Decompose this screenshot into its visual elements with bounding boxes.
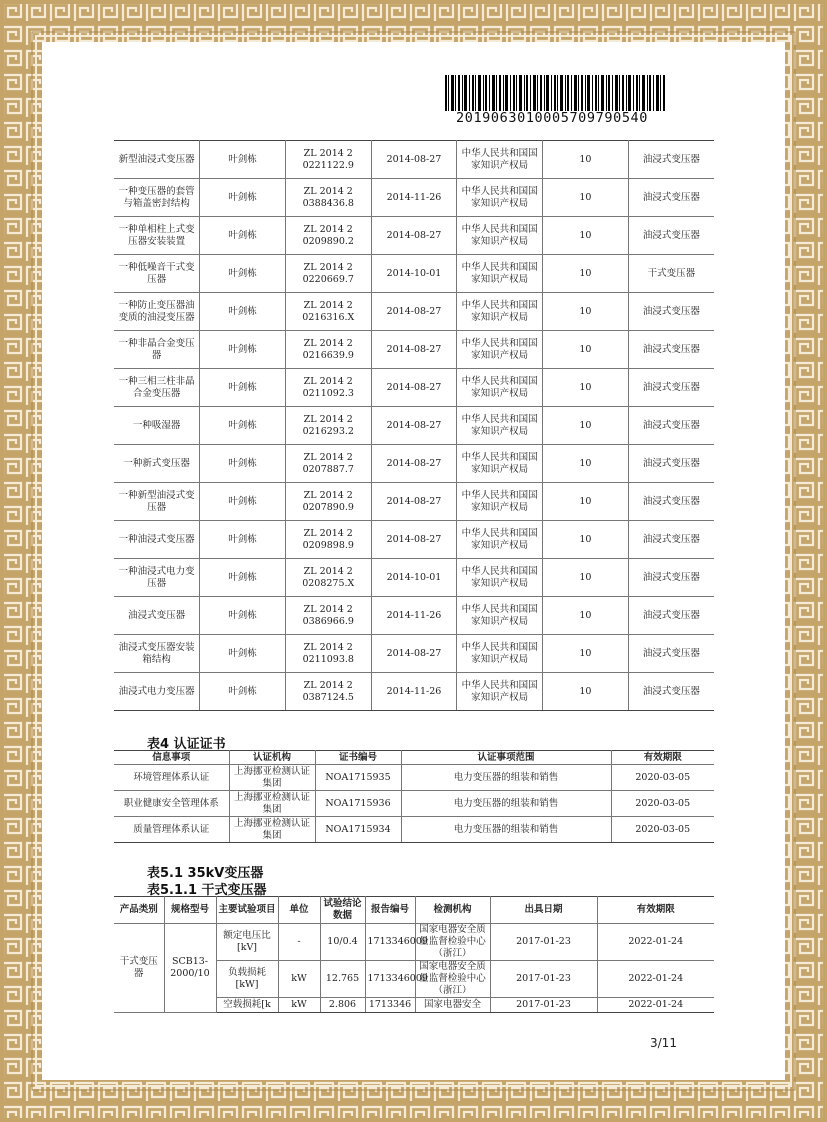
patent-name: 一种新式变压器 [114,445,200,483]
test-value: 2.806 [320,998,365,1013]
col-header: 报告编号 [365,897,415,924]
inventor: 叶剑栋 [200,217,286,255]
valid-until: 2022-01-24 [597,924,714,961]
issuing-authority: 中华人民共和国国家知识产权局 [457,141,543,179]
term-years: 10 [543,293,629,331]
grant-date: 2014-08-27 [371,141,457,179]
product-category: 油浸式变压器 [628,369,714,407]
patent-name: 一种单相柱上式变压器安装装置 [114,217,200,255]
table-row [114,521,714,559]
issue-date: 2017-01-23 [490,961,597,998]
barcode [445,75,665,111]
term-years: 10 [543,407,629,445]
table-header-row [114,751,714,765]
report-number: 1713346009 [365,961,415,998]
test-value: 10/0.4 [320,924,365,961]
product-category: 油浸式变压器 [628,521,714,559]
col-header: 单位 [278,897,320,924]
cert-item: 质量管理体系认证 [114,817,229,843]
patent-name: 油浸式变压器 [114,597,200,635]
cert-number: NOA1715935 [315,765,401,791]
product-category: 油浸式变压器 [628,673,714,711]
certificate-table [114,750,714,843]
testing-agency: 国家电器安全质量监督检验中心（浙江） [415,961,490,998]
product-category: 油浸式变压器 [628,141,714,179]
issuing-authority: 中华人民共和国国家知识产权局 [457,179,543,217]
inventor: 叶剑栋 [200,635,286,673]
patent-name: 油浸式电力变压器 [114,673,200,711]
page-number: 3/11 [650,1036,677,1050]
col-header: 产品类别 [114,897,164,924]
term-years: 10 [543,559,629,597]
term-years: 10 [543,331,629,369]
patent-table [114,140,714,711]
patent-number: ZL 2014 2 0211092.3 [285,369,371,407]
issuing-authority: 中华人民共和国国家知识产权局 [457,635,543,673]
patent-number: ZL 2014 2 0216639.9 [285,331,371,369]
cert-item: 环境管理体系认证 [114,765,229,791]
patent-number: ZL 2014 2 0207890.9 [285,483,371,521]
product-category: 干式变压器 [114,924,164,1013]
grant-date: 2014-08-27 [371,293,457,331]
product-category: 油浸式变压器 [628,179,714,217]
inventor: 叶剑栋 [200,445,286,483]
term-years: 10 [543,635,629,673]
grant-date: 2014-11-26 [371,179,457,217]
table-row [114,483,714,521]
cert-scope: 电力变压器的组装和销售 [401,817,611,843]
issuing-authority: 中华人民共和国国家知识产权局 [457,217,543,255]
col-header: 有效期限 [597,897,714,924]
valid-until: 2022-01-24 [597,961,714,998]
cert-valid-until: 2020-03-05 [611,817,714,843]
cert-number: NOA1715936 [315,791,401,817]
grant-date: 2014-08-27 [371,521,457,559]
patent-number: ZL 2014 2 0207887.7 [285,445,371,483]
product-model: SCB13-2000/10 [164,924,216,1013]
table-row [114,445,714,483]
term-years: 10 [543,255,629,293]
term-years: 10 [543,179,629,217]
testing-agency: 国家电器安全 [415,998,490,1013]
table-row [114,765,714,791]
patent-name: 新型油浸式变压器 [114,141,200,179]
term-years: 10 [543,483,629,521]
col-header: 认证事项范围 [401,751,611,765]
grant-date: 2014-08-27 [371,483,457,521]
patent-number: ZL 2014 2 0209890.2 [285,217,371,255]
patent-number: ZL 2014 2 0220669.7 [285,255,371,293]
col-header: 规格型号 [164,897,216,924]
patent-number: ZL 2014 2 0216293.2 [285,407,371,445]
patent-number: ZL 2014 2 0208275.X [285,559,371,597]
inventor: 叶剑栋 [200,673,286,711]
term-years: 10 [543,369,629,407]
col-header: 出具日期 [490,897,597,924]
test-item: 负载损耗[kW] [216,961,278,998]
issuing-authority: 中华人民共和国国家知识产权局 [457,445,543,483]
table5-1-title: 表5.1 35kV变压器 [147,866,264,881]
table-row [114,673,714,711]
patent-name: 油浸式变压器安装箱结构 [114,635,200,673]
col-header: 证书编号 [315,751,401,765]
patent-name: 一种新型油浸式变压器 [114,483,200,521]
test-item: 额定电压比[kV] [216,924,278,961]
product-category: 干式变压器 [628,255,714,293]
inventor: 叶剑栋 [200,141,286,179]
patent-number: ZL 2014 2 0386966.9 [285,597,371,635]
table-row [114,597,714,635]
test-unit: - [278,924,320,961]
table-row [114,293,714,331]
product-category: 油浸式变压器 [628,331,714,369]
issuing-authority: 中华人民共和国国家知识产权局 [457,597,543,635]
report-number: 1713346 [365,998,415,1013]
inventor: 叶剑栋 [200,483,286,521]
product-category: 油浸式变压器 [628,597,714,635]
grant-date: 2014-11-26 [371,673,457,711]
grant-date: 2014-10-01 [371,559,457,597]
patent-name: 一种油浸式变压器 [114,521,200,559]
grant-date: 2014-08-27 [371,407,457,445]
patent-name: 一种油浸式电力变压器 [114,559,200,597]
issuing-authority: 中华人民共和国国家知识产权局 [457,293,543,331]
product-category: 油浸式变压器 [628,483,714,521]
inventor: 叶剑栋 [200,407,286,445]
product-category: 油浸式变压器 [628,445,714,483]
testing-agency: 国家电器安全质量监督检验中心（浙江） [415,924,490,961]
grant-date: 2014-08-27 [371,217,457,255]
patent-number: ZL 2014 2 0211093.8 [285,635,371,673]
issuing-authority: 中华人民共和国国家知识产权局 [457,483,543,521]
col-header: 试验结论数据 [320,897,365,924]
issuing-authority: 中华人民共和国国家知识产权局 [457,331,543,369]
table-row [114,635,714,673]
product-category: 油浸式变压器 [628,217,714,255]
term-years: 10 [543,217,629,255]
table-row [114,217,714,255]
table4-title: 表4 认证证书 [147,737,226,752]
term-years: 10 [543,141,629,179]
barcode-number: 2019063010005709790540 [456,110,649,126]
patent-number: ZL 2014 2 0388436.8 [285,179,371,217]
test-value: 12.765 [320,961,365,998]
issuing-authority: 中华人民共和国国家知识产权局 [457,673,543,711]
table-row [114,559,714,597]
issuing-authority: 中华人民共和国国家知识产权局 [457,255,543,293]
col-header: 信息事项 [114,751,229,765]
term-years: 10 [543,673,629,711]
table-row [114,179,714,217]
product-category: 油浸式变压器 [628,559,714,597]
table-row [114,791,714,817]
cert-scope: 电力变压器的组装和销售 [401,791,611,817]
test-unit: kW [278,961,320,998]
table-row [114,369,714,407]
issuing-authority: 中华人民共和国国家知识产权局 [457,407,543,445]
report-number: 1713346009 [365,924,415,961]
inventor: 叶剑栋 [200,559,286,597]
term-years: 10 [543,597,629,635]
test-item: 空载损耗[k [216,998,278,1013]
col-header: 认证机构 [229,751,315,765]
inventor: 叶剑栋 [200,331,286,369]
test-unit: kW [278,998,320,1013]
inventor: 叶剑栋 [200,597,286,635]
cert-body: 上海挪亚检测认证集团 [229,765,315,791]
term-years: 10 [543,445,629,483]
product-category: 油浸式变压器 [628,293,714,331]
inventor: 叶剑栋 [200,521,286,559]
table-row [114,924,714,961]
col-header: 有效期限 [611,751,714,765]
grant-date: 2014-08-27 [371,369,457,407]
patent-name: 一种吸湿器 [114,407,200,445]
table5-1-1-title: 表5.1.1 干式变压器 [147,883,267,898]
table-row [114,141,714,179]
grant-date: 2014-10-01 [371,255,457,293]
issuing-authority: 中华人民共和国国家知识产权局 [457,521,543,559]
inventor: 叶剑栋 [200,369,286,407]
cert-valid-until: 2020-03-05 [611,791,714,817]
issuing-authority: 中华人民共和国国家知识产权局 [457,559,543,597]
cert-number: NOA1715934 [315,817,401,843]
grant-date: 2014-08-27 [371,635,457,673]
patent-name: 一种变压器的套管与箱盖密封结构 [114,179,200,217]
product-test-table [114,896,714,1013]
patent-number: ZL 2014 2 0387124.5 [285,673,371,711]
cert-scope: 电力变压器的组装和销售 [401,765,611,791]
table-row [114,331,714,369]
table-row [114,407,714,445]
valid-until: 2022-01-24 [597,998,714,1013]
col-header: 主要试验项目 [216,897,278,924]
patent-table-body [114,141,714,711]
grant-date: 2014-08-27 [371,445,457,483]
patent-number: ZL 2014 2 0209898.9 [285,521,371,559]
issue-date: 2017-01-23 [490,924,597,961]
product-category: 油浸式变压器 [628,635,714,673]
grant-date: 2014-11-26 [371,597,457,635]
grant-date: 2014-08-27 [371,331,457,369]
table-row [114,255,714,293]
cert-item: 职业健康安全管理体系 [114,791,229,817]
patent-number: ZL 2014 2 0216316.X [285,293,371,331]
col-header: 检测机构 [415,897,490,924]
cert-body: 上海挪亚检测认证集团 [229,817,315,843]
inventor: 叶剑栋 [200,255,286,293]
patent-number: ZL 2014 2 0221122.9 [285,141,371,179]
product-category: 油浸式变压器 [628,407,714,445]
issuing-authority: 中华人民共和国国家知识产权局 [457,369,543,407]
term-years: 10 [543,521,629,559]
table-row [114,817,714,843]
inventor: 叶剑栋 [200,293,286,331]
inventor: 叶剑栋 [200,179,286,217]
table-header-row [114,897,714,924]
patent-name: 一种低噪音干式变压器 [114,255,200,293]
patent-name: 一种非晶合金变压器 [114,331,200,369]
patent-name: 一种防止变压器油变质的油浸变压器 [114,293,200,331]
patent-name: 一种三相三柱非晶合金变压器 [114,369,200,407]
cert-body: 上海挪亚检测认证集团 [229,791,315,817]
issue-date: 2017-01-23 [490,998,597,1013]
cert-valid-until: 2020-03-05 [611,765,714,791]
